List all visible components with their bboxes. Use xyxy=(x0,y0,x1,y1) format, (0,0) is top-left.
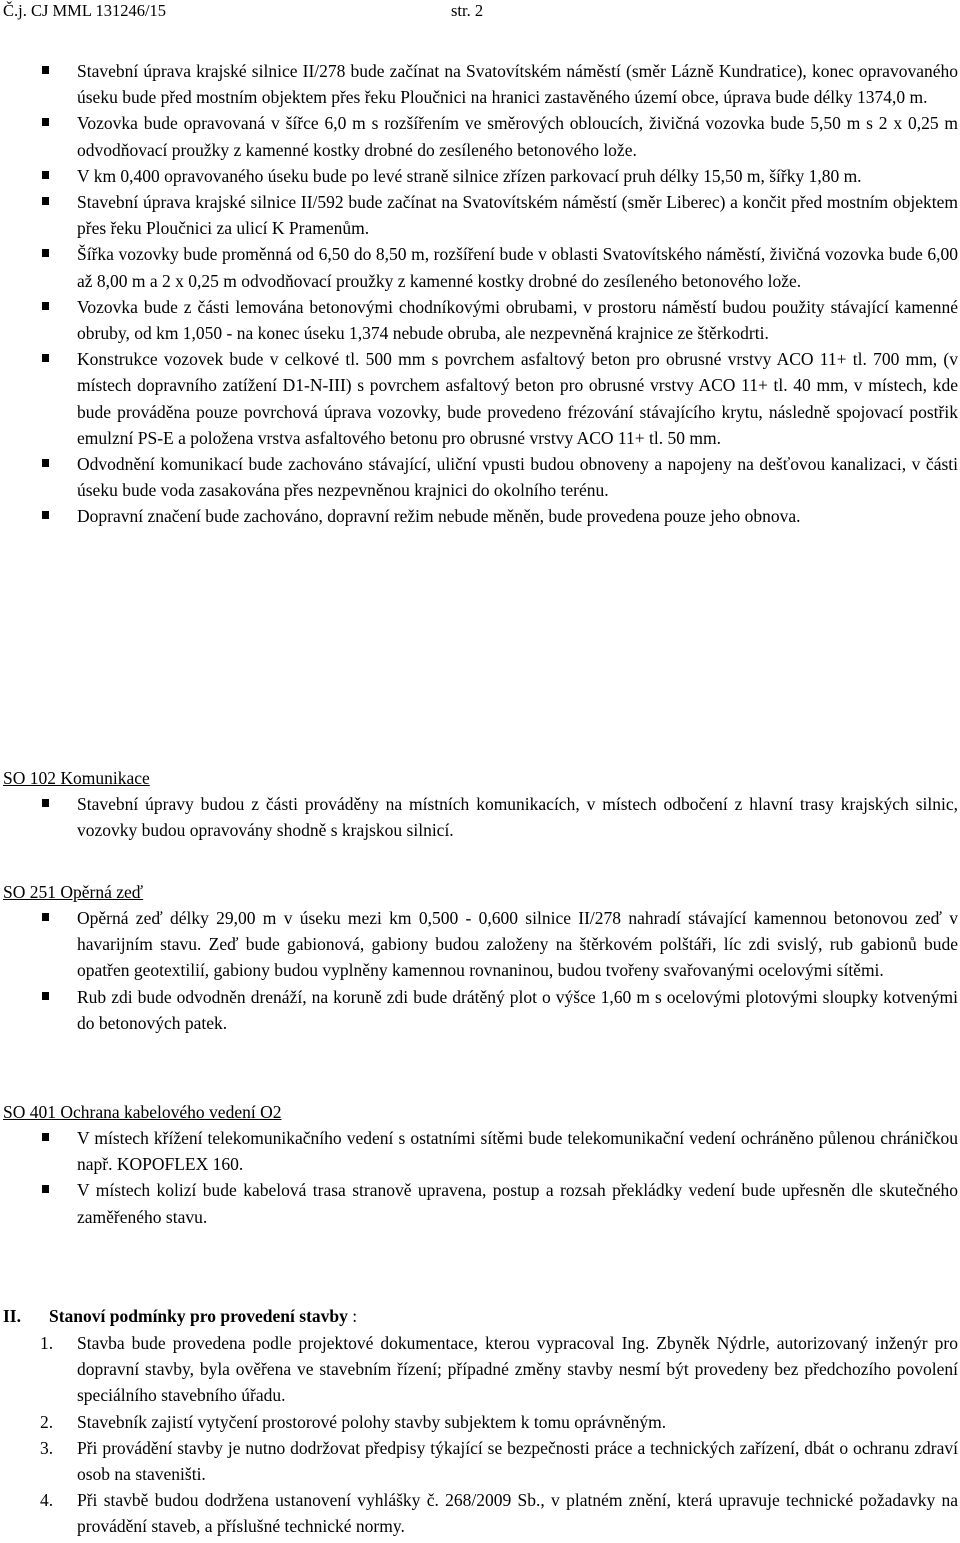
list-item: V místech kolizí bude kabelová trasa stranově upravena, postup a rozsah překládky vedení bude upřesněn dle skutečného zaměřeného stavu. xyxy=(40,1177,958,1229)
conditions-number: II. xyxy=(3,1306,21,1326)
bullet-square-icon xyxy=(42,992,49,1000)
bullet-square-icon xyxy=(42,249,49,257)
list-item: Vozovka bude z části lemována betonovými chodníkovými obrubami, v prostoru náměstí budou použity stávající kamenné obruby, od km 1,050 - na konec úseku 1,374 nebude obruba, ale nezpevněná krajnice ze štěrkodrti. xyxy=(40,294,958,346)
bullet-square-icon xyxy=(42,913,49,921)
list-item: Opěrná zeď délky 29,00 m v úseku mezi km 0,500 - 0,600 silnice II/278 nahradí stávající kamennou betonovou zeď v havarijním stavu. Zeď bude gabionová, gabiony budou založeny na štěrkovém polštáři, líc zdi svislý, rub gabionů bude opatřen geotextilií, gabiony budou vyplněny kamennou rovnaninou, budou tvořeny svařovanými ocelovými sítěmi. xyxy=(40,905,958,984)
bullet-square-icon xyxy=(42,1133,49,1141)
bullet-square-icon xyxy=(42,302,49,310)
list-item: Stavební úprava krajské silnice II/592 bude začínat na Svatovítském náměstí (směr Liberec) a končit před mostním objektem přes řeku Ploučnici za ulicí K Pramenům. xyxy=(40,189,958,241)
document-reference: Č.j. CJ MML 131246/15 xyxy=(3,1,167,20)
list-item: Odvodnění komunikací bude zachováno stávající, uliční vpusti budou obnoveny a napojeny na dešťovou kanalizaci, v části úseku bude voda zasakována přes nezpevněnou krajnici do okolního terénu. xyxy=(40,451,958,503)
bullet-square-icon xyxy=(42,66,49,74)
conditions-title: Stanoví podmínky pro provedení stavby xyxy=(49,1306,348,1326)
bullet-list xyxy=(40,58,958,530)
page-header xyxy=(3,0,484,22)
list-item: 1. Stavba bude provedena podle projektové dokumentace, kterou vypracoval Ing. Zbyněk Nýdrle, autorizovaný inženýr pro dopravní stavby, byla ověřena ve stavebním řízení; případné změny stavby nesmí být provedeny bez předchozího povolení speciálního stavebního úřadu. xyxy=(40,1333,958,1406)
list-item: Vozovka bude opravovaná v šířce 6,0 m s rozšířením ve směrových obloucích, živičná vozovka bude 5,50 m s 2 x 0,25 m odvodňovací proužky z kamenné kostky drobné do zesíleného betonového lože. xyxy=(40,110,958,162)
list-item: 3. Při provádění stavby je nutno dodržovat předpisy týkající se bezpečnosti práce a technických zařízení, dbát o ochranu zdraví osob na staveništi. xyxy=(40,1437,958,1485)
section-so251 xyxy=(40,905,958,1036)
bullet-square-icon xyxy=(42,511,49,519)
conditions-heading: II. Stanoví podmínky pro provedení stavby : xyxy=(3,1303,357,1329)
bullet-square-icon xyxy=(42,171,49,179)
list-item: Rub zdi bude odvodněn drenáží, na koruně zdi bude drátěný plot o výšce 1,60 m s ocelovými plotovými sloupky kotvenými do betonových patek. xyxy=(40,984,958,1036)
section-so102 xyxy=(40,791,958,843)
bullet-square-icon xyxy=(42,354,49,362)
bullet-square-icon xyxy=(42,197,49,205)
conditions-list xyxy=(40,1330,958,1540)
bullet-square-icon xyxy=(42,1185,49,1193)
section-title-so401: SO 401 Ochrana kabelového vedení O2 xyxy=(3,1102,282,1122)
bullet-square-icon xyxy=(42,118,49,126)
section-so401 xyxy=(40,1125,958,1230)
list-item: V místech křížení telekomunikačního vedení s ostatními sítěmi bude telekomunikační vedení ochráněno půlenou chráničkou např. KOPOFLEX 160. xyxy=(40,1125,958,1177)
bullet-square-icon xyxy=(42,459,49,467)
list-item: 4. Při stavbě budou dodržena ustanovení vyhlášky č. 268/2009 Sb., v platném znění, která upravuje technické požadavky na provádění staveb, a příslušné technické normy. xyxy=(40,1490,958,1537)
section-title-so102: SO 102 Komunikace xyxy=(3,768,150,788)
section-title-so251: SO 251 Opěrná zeď xyxy=(3,882,144,902)
page-number: str. 2 xyxy=(451,1,484,20)
list-item: Konstrukce vozovek bude v celkové tl. 500 mm s povrchem asfaltový beton pro obrusné vrstvy ACO 11+ tl. 700 mm, (v místech dopravního zatížení D1-N-III) s povrchem asfaltový beton pro obrusné vrstvy ACO 11+ tl. 40 mm, v místech, kde bude prováděna pouze povrchová úprava vozovky, bude provedeno frézování stávajícího krytu, následně spojovací postřik emulzní PS-E a položena vrstva asfaltového betonu pro obrusné vrstvy ACO 11+ tl. 50 mm. xyxy=(40,346,958,451)
list-item: V km 0,400 opravovaného úseku bude po levé straně silnice zřízen parkovací pruh délky 15,50 m, šířky 1,80 m. xyxy=(40,163,958,189)
list-item: Stavební úpravy budou z části prováděny na místních komunikacích, v místech odbočení z hlavní trasy krajských silnic, vozovky budou opravovány shodně s krajskou silnicí. xyxy=(40,791,958,843)
list-item: 2. Stavebník zajistí vytyčení prostorové polohy stavby subjektem k tomu oprávněným. xyxy=(40,1411,667,1432)
list-item: Dopravní značení bude zachováno, dopravní režim nebude měněn, bude provedena pouze jeho obnova. xyxy=(40,503,958,529)
list-item: Šířka vozovky bude proměnná od 6,50 do 8,50 m, rozšíření bude v oblasti Svatovítského náměstí, živičná vozovka bude 6,00 až 8,00 m a 2 x 0,25 m odvodňovací proužky z kamenné kostky drobné do zesíleného betonového lože. xyxy=(40,241,958,293)
road-works-section xyxy=(40,58,958,530)
list-item: Stavební úprava krajské silnice II/278 bude začínat na Svatovítském náměstí (směr Lázně Kundratice), konec opravovaného úseku bude před mostním objektem přes řeku Ploučnici na hranici zastavěného území obce, úprava bude délky 1374,0 m. xyxy=(40,58,958,110)
bullet-square-icon xyxy=(42,799,49,807)
